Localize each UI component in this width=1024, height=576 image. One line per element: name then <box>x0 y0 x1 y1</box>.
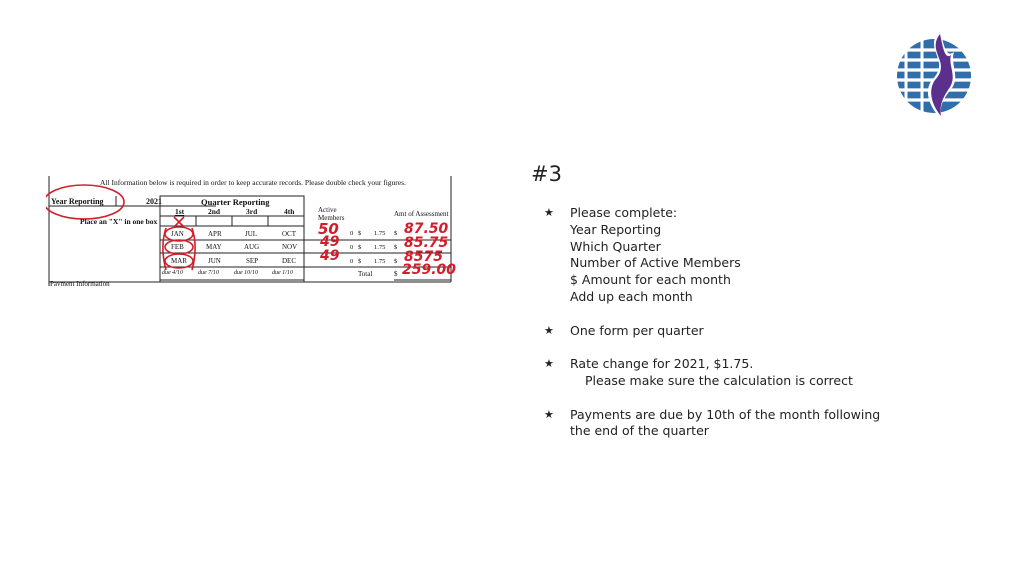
amount-value: 85.75 <box>404 235 449 251</box>
bullet-line: the end of the quarter <box>570 423 709 439</box>
star-icon: ★ <box>544 206 554 219</box>
quarter-1: 1st <box>175 207 185 216</box>
x-zero: 0 <box>350 258 354 265</box>
bullet-line: Rate change for 2021, $1.75. <box>570 356 754 372</box>
members-value: 49 <box>320 248 340 264</box>
dollar-sign: $ <box>358 258 362 265</box>
quarter-3: 3rd <box>246 207 258 216</box>
bullet-line: Number of Active Members <box>570 255 741 271</box>
assessment-form-scan <box>46 170 482 286</box>
star-icon: ★ <box>544 323 554 337</box>
total-label: Total <box>358 270 373 278</box>
form-footer: Payment Information <box>50 280 110 286</box>
rate-value: 1.75 <box>374 258 386 265</box>
bullet-line: Year Reporting <box>570 221 662 237</box>
quarter-2: 2nd <box>208 207 221 216</box>
month-cell: JUN <box>208 257 221 265</box>
dollar-sign: $ <box>394 230 398 237</box>
bullet-line: Please make sure the calculation is correct <box>585 372 853 388</box>
dollar-sign: $ <box>394 270 398 278</box>
form-notice: All Information below is required in order to keep accurate records. Please double check your figures. <box>100 178 406 187</box>
bullet-item <box>544 323 874 340</box>
year-value: 2021 <box>146 197 162 206</box>
bullet-line: $ Amount for each month <box>570 272 731 288</box>
rate-value: 1.75 <box>374 230 386 237</box>
assessment-header: Amt of Assessment <box>394 210 449 218</box>
month-cell: MAY <box>206 243 222 251</box>
year-label: Year Reporting <box>51 197 104 206</box>
dollar-sign: $ <box>394 258 398 265</box>
x-zero: 0 <box>350 244 354 251</box>
month-cell: AUG <box>244 243 260 251</box>
members-value: 50 <box>318 220 339 238</box>
active-members-header: Active Members <box>318 206 345 222</box>
month-cell: JAN <box>171 230 184 238</box>
total-amount: 259.00 <box>402 262 457 278</box>
bullet-line: Which Quarter <box>570 238 661 254</box>
flame-globe-logo <box>894 28 978 124</box>
month-cell: DEC <box>282 257 296 265</box>
month-cell: APR <box>208 230 222 238</box>
slide-title: #3 <box>531 162 562 186</box>
dollar-sign: $ <box>358 230 362 237</box>
bullet-item <box>544 205 874 306</box>
bullet-line: Payments are due by 10th of the month following <box>570 406 881 422</box>
quarter-4: 4th <box>284 207 295 216</box>
month-cell: OCT <box>282 230 296 238</box>
due-date: due 7/10 <box>198 270 219 276</box>
month-cell: SEP <box>246 257 259 265</box>
bullet-item <box>544 356 874 390</box>
x-zero: 0 <box>350 230 354 237</box>
month-cell: NOV <box>282 243 298 251</box>
due-date: due 10/10 <box>234 270 258 276</box>
month-cell: JUL <box>245 230 258 238</box>
due-date: due 4/10 <box>162 270 183 276</box>
star-icon: ★ <box>544 357 554 371</box>
bullet-line: Please complete: <box>570 205 678 220</box>
dollar-sign: $ <box>358 244 362 251</box>
quarter-header: Quarter Reporting <box>201 197 270 207</box>
rate-value: 1.75 <box>374 244 386 251</box>
bullet-item <box>544 406 881 441</box>
star-icon: ★ <box>544 407 554 421</box>
bullet-list <box>544 205 881 457</box>
bullet-line: Add up each month <box>570 288 693 304</box>
amount-value: 87.50 <box>404 221 449 237</box>
amount-value: 8575 <box>404 249 443 265</box>
members-value: 49 <box>320 234 340 250</box>
month-cell: FEB <box>171 243 184 251</box>
dollar-sign: $ <box>394 244 398 251</box>
due-date: due 1/10 <box>272 270 293 276</box>
bullet-line: One form per quarter <box>570 322 704 338</box>
month-cell: MAR <box>171 257 187 265</box>
place-x-label: Place an "X" in one box <box>80 217 158 226</box>
